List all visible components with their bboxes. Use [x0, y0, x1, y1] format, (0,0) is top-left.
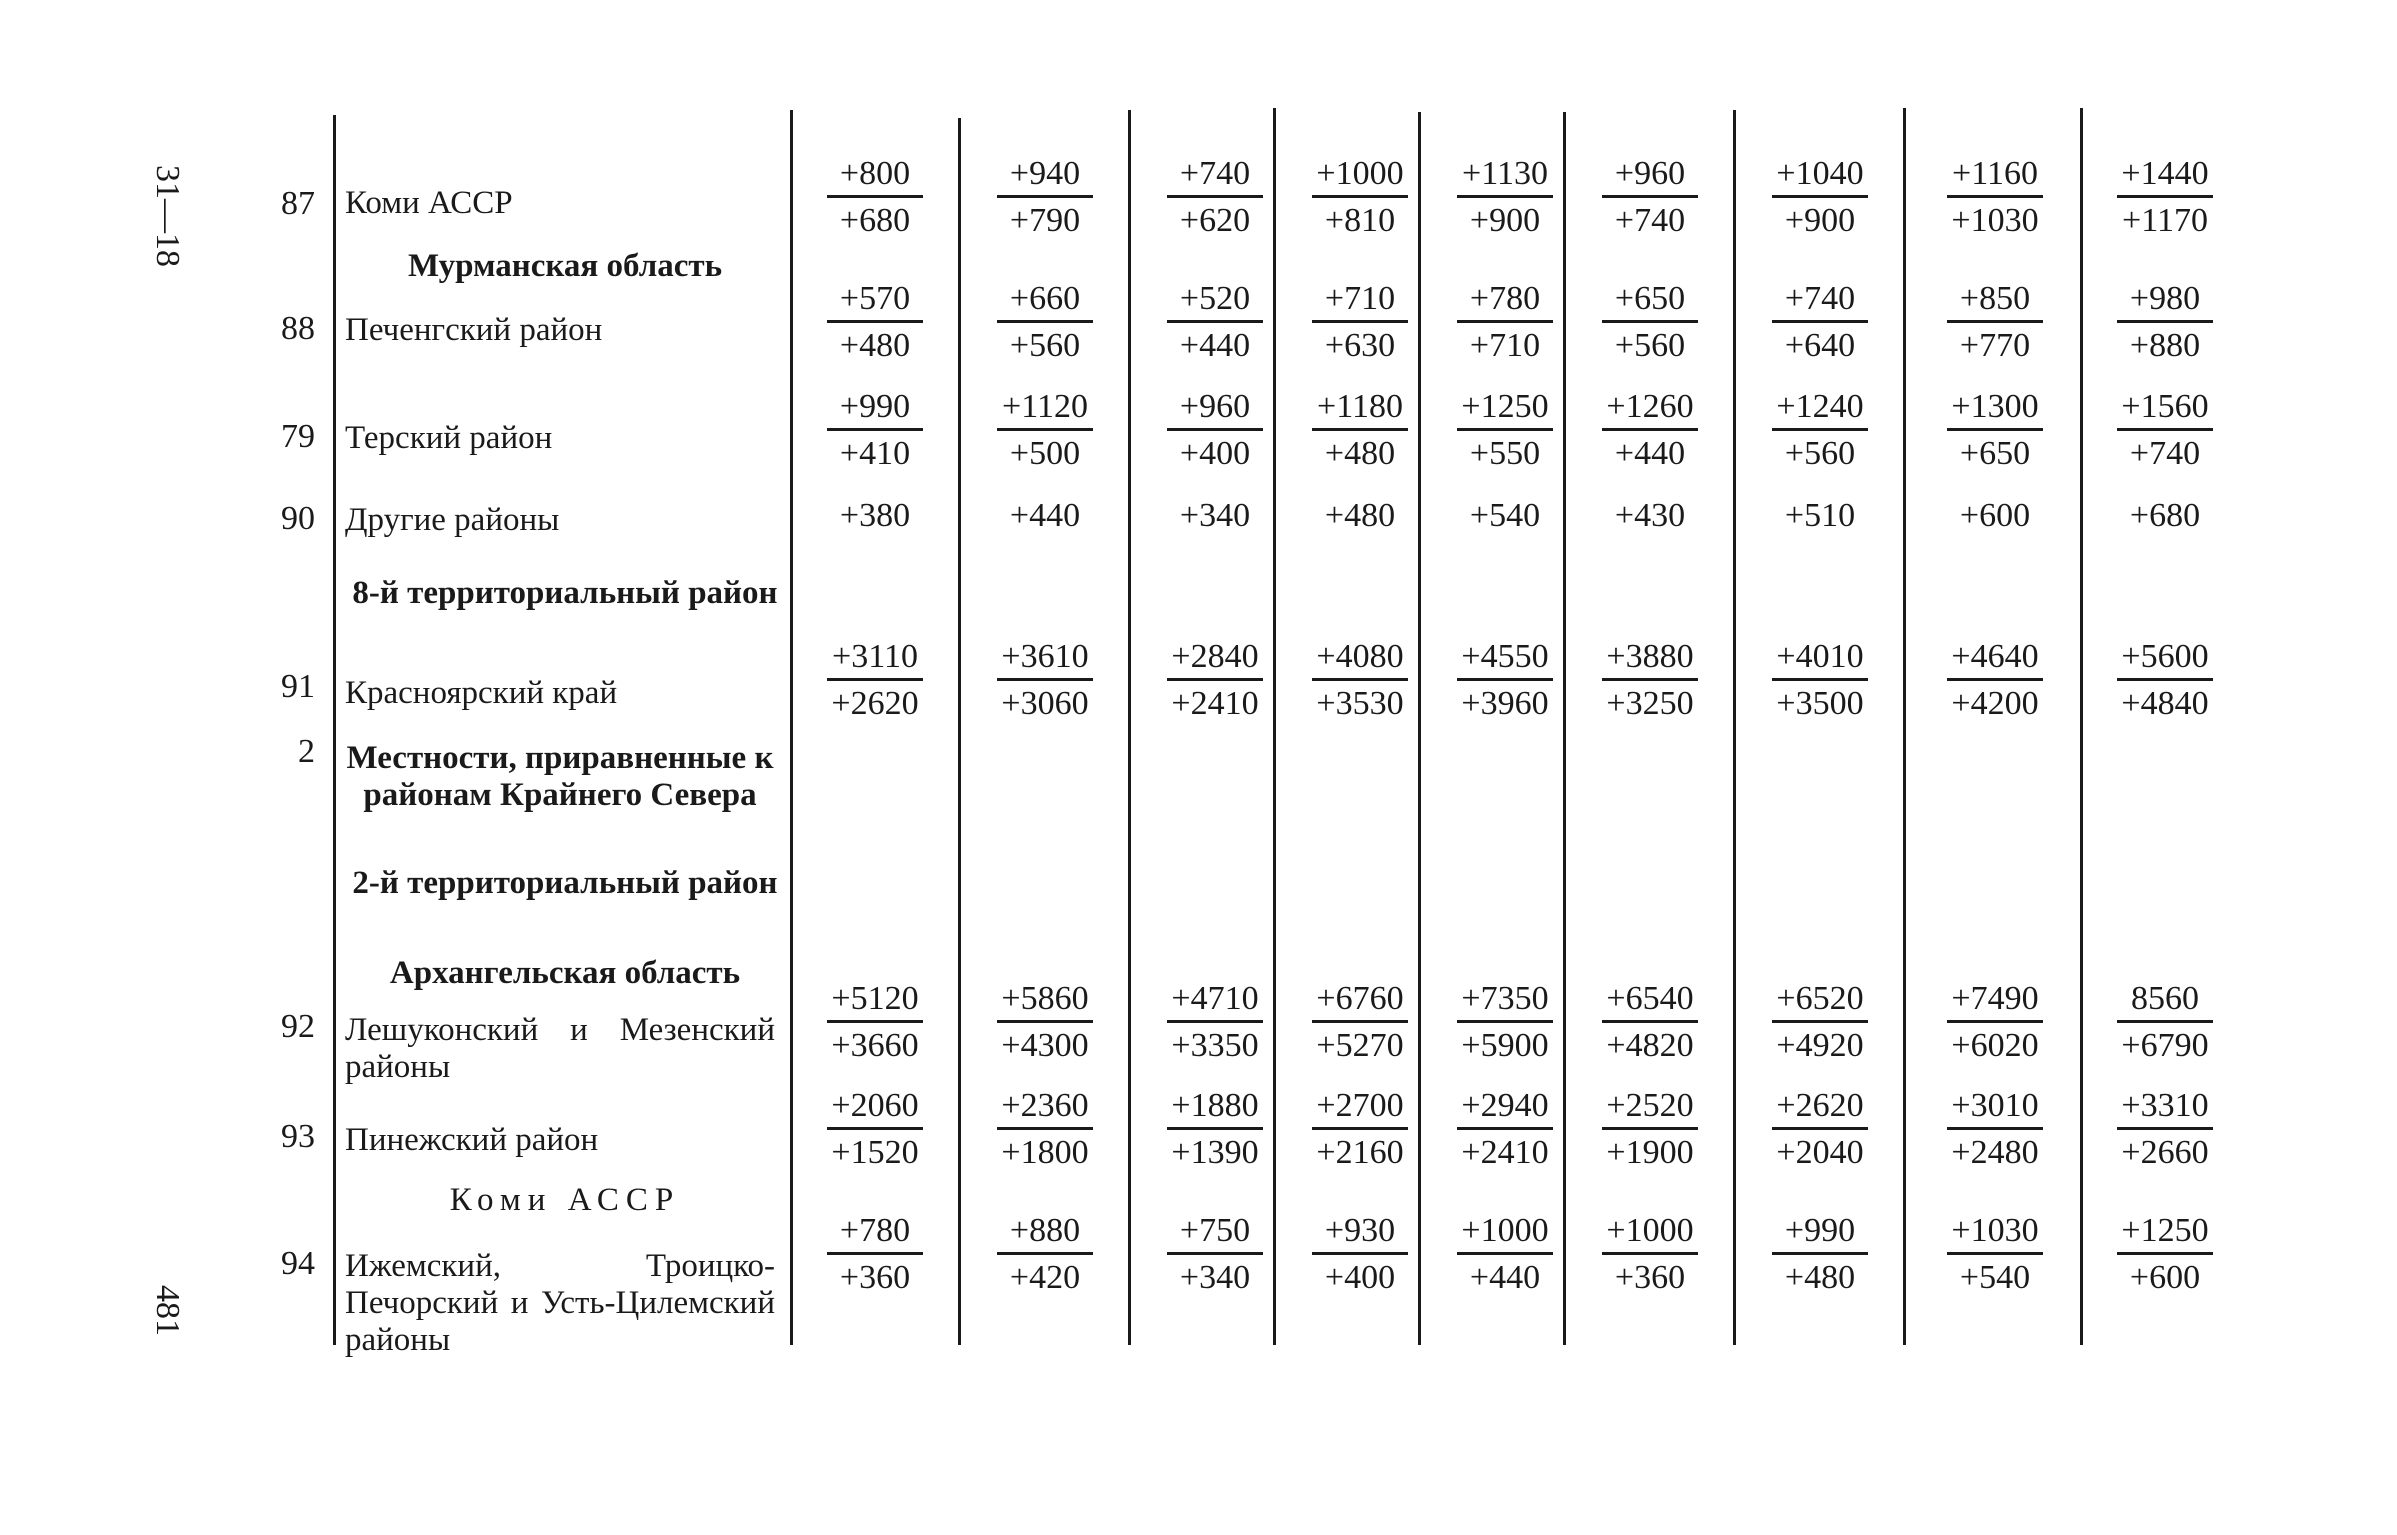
value-cell: [1915, 155, 2075, 240]
value-denominator: +6020: [1951, 1027, 2039, 1064]
value-numerator: +2620: [1772, 1087, 1868, 1130]
value-cell: [1740, 980, 1900, 1065]
value-numerator: +1250: [1457, 388, 1553, 431]
value-cell: [1915, 638, 2075, 723]
value-numerator: +2840: [1167, 638, 1263, 681]
value-denominator: +560: [1009, 327, 1081, 364]
row-label: Лешуконский и Мезенский районы: [345, 1012, 775, 1085]
value-denominator: +740: [2129, 435, 2201, 472]
value-denominator: +640: [1784, 327, 1856, 364]
value-cell: [1280, 388, 1440, 473]
value-numerator: +2940: [1457, 1087, 1553, 1130]
value-text: +340: [1179, 497, 1251, 534]
value-cell: [1280, 1087, 1440, 1172]
value-cell: [1570, 638, 1730, 723]
value-numerator: +990: [1772, 1212, 1868, 1255]
value-cell: [1280, 1212, 1440, 1297]
value-numerator: +960: [1167, 388, 1263, 431]
value-denominator: +4820: [1606, 1027, 1694, 1064]
value-denominator: +540: [1959, 1259, 2031, 1296]
value-numerator: +850: [1947, 280, 2043, 323]
value-denominator: +680: [839, 202, 911, 239]
value-numerator: +1130: [1457, 155, 1553, 198]
row-number: 79: [281, 418, 315, 455]
column-rule: [333, 115, 336, 1345]
value-cell: [1135, 280, 1295, 365]
section-heading: 8-й территориальный район: [352, 575, 778, 611]
value-denominator: +560: [1784, 435, 1856, 472]
value-cell: [1915, 980, 2075, 1065]
value-numerator: +800: [827, 155, 923, 198]
value-denominator: +420: [1009, 1259, 1081, 1296]
value-denominator: +6790: [2121, 1027, 2209, 1064]
value-cell: [2085, 980, 2245, 1065]
value-numerator: +960: [1602, 155, 1698, 198]
value-cell: [1915, 280, 2075, 365]
value-numerator: +1560: [2117, 388, 2213, 431]
value-denominator: +4920: [1776, 1027, 1864, 1064]
value-denominator: +440: [1614, 435, 1686, 472]
value-numerator: +750: [1167, 1212, 1263, 1255]
value-text: +600: [1959, 497, 2031, 534]
value-numerator: +2360: [997, 1087, 1093, 1130]
value-cell: [1425, 497, 1585, 535]
value-cell: [2085, 155, 2245, 240]
value-denominator: +1900: [1606, 1134, 1694, 1171]
value-denominator: +440: [1179, 327, 1251, 364]
value-numerator: +1440: [2117, 155, 2213, 198]
value-denominator: +4300: [1001, 1027, 1089, 1064]
value-numerator: +2520: [1602, 1087, 1698, 1130]
value-denominator: +2480: [1951, 1134, 2039, 1171]
value-cell: [795, 1087, 955, 1172]
value-denominator: +4840: [2121, 685, 2209, 722]
value-numerator: +570: [827, 280, 923, 323]
value-numerator: +780: [827, 1212, 923, 1255]
value-text: +430: [1614, 497, 1686, 534]
value-cell: [1570, 280, 1730, 365]
column-rule: [958, 118, 961, 1345]
value-cell: [965, 155, 1125, 240]
row-number: 94: [281, 1245, 315, 1282]
value-cell: [1425, 638, 1585, 723]
value-denominator: +900: [1784, 202, 1856, 239]
section-heading: Местности, приравненные к районам Крайнего Севера: [346, 740, 774, 813]
value-numerator: +1000: [1312, 155, 1408, 198]
value-cell: [1915, 1087, 2075, 1172]
value-cell: [2085, 388, 2245, 473]
value-cell: [1570, 388, 1730, 473]
value-numerator: +1300: [1947, 388, 2043, 431]
value-numerator: +6520: [1772, 980, 1868, 1023]
value-cell: [795, 497, 955, 535]
section-heading: Коми АССР: [449, 1182, 681, 1218]
value-cell: [1280, 497, 1440, 535]
value-denominator: +480: [839, 327, 911, 364]
value-cell: [1425, 1212, 1585, 1297]
value-cell: [795, 280, 955, 365]
value-denominator: +1520: [831, 1134, 919, 1171]
value-cell: [1135, 638, 1295, 723]
value-numerator: +740: [1772, 280, 1868, 323]
value-cell: [1280, 155, 1440, 240]
value-cell: [2085, 638, 2245, 723]
value-numerator: +1000: [1602, 1212, 1698, 1255]
value-denominator: +3250: [1606, 685, 1694, 722]
row-label: Печенгский район: [345, 312, 603, 348]
value-cell: [2085, 497, 2245, 535]
value-denominator: +1800: [1001, 1134, 1089, 1171]
value-numerator: +1180: [1312, 388, 1408, 431]
value-cell: [1280, 980, 1440, 1065]
value-denominator: +2660: [2121, 1134, 2209, 1171]
column-rule: [790, 110, 793, 1345]
value-cell: [1425, 155, 1585, 240]
value-numerator: +6540: [1602, 980, 1698, 1023]
value-denominator: +3660: [831, 1027, 919, 1064]
value-cell: [1740, 388, 1900, 473]
value-denominator: +340: [1179, 1259, 1251, 1296]
value-denominator: +360: [1614, 1259, 1686, 1296]
value-numerator: +1250: [2117, 1212, 2213, 1255]
value-denominator: +2040: [1776, 1134, 1864, 1171]
value-numerator: +1880: [1167, 1087, 1263, 1130]
value-denominator: +500: [1009, 435, 1081, 472]
value-cell: [1135, 497, 1295, 535]
page-side-code: 31—18: [149, 165, 186, 267]
value-denominator: +400: [1324, 1259, 1396, 1296]
value-denominator: +630: [1324, 327, 1396, 364]
value-denominator: +3500: [1776, 685, 1864, 722]
row-number: 91: [281, 668, 315, 705]
value-denominator: +810: [1324, 202, 1396, 239]
value-denominator: +3960: [1461, 685, 1549, 722]
column-rule: [1733, 110, 1736, 1345]
value-cell: [965, 497, 1125, 535]
value-cell: [1915, 1212, 2075, 1297]
value-text: +480: [1324, 497, 1396, 534]
value-numerator: +5600: [2117, 638, 2213, 681]
value-denominator: +740: [1614, 202, 1686, 239]
value-numerator: +990: [827, 388, 923, 431]
value-numerator: +3110: [827, 638, 923, 681]
value-numerator: +980: [2117, 280, 2213, 323]
value-numerator: +4080: [1312, 638, 1408, 681]
row-label: Коми АССР: [345, 185, 513, 221]
row-number: 93: [281, 1118, 315, 1155]
value-cell: [965, 638, 1125, 723]
value-denominator: +2410: [1171, 685, 1259, 722]
value-cell: [1570, 155, 1730, 240]
value-cell: [795, 980, 955, 1065]
value-denominator: +600: [2129, 1259, 2201, 1296]
value-denominator: +3350: [1171, 1027, 1259, 1064]
value-denominator: +2410: [1461, 1134, 1549, 1171]
column-rule: [2080, 108, 2083, 1345]
value-numerator: +3880: [1602, 638, 1698, 681]
value-numerator: +780: [1457, 280, 1553, 323]
value-cell: [1570, 1212, 1730, 1297]
value-cell: [965, 1212, 1125, 1297]
value-text: +540: [1469, 497, 1541, 534]
value-denominator: +790: [1009, 202, 1081, 239]
value-denominator: +410: [839, 435, 911, 472]
value-numerator: +4550: [1457, 638, 1553, 681]
value-numerator: +7490: [1947, 980, 2043, 1023]
value-cell: [965, 1087, 1125, 1172]
value-numerator: +520: [1167, 280, 1263, 323]
value-numerator: +3010: [1947, 1087, 2043, 1130]
value-denominator: +5270: [1316, 1027, 1404, 1064]
row-label: Другие районы: [345, 502, 560, 538]
value-denominator: +710: [1469, 327, 1541, 364]
value-cell: [1425, 980, 1585, 1065]
value-cell: [1135, 1087, 1295, 1172]
row-number: 2: [298, 733, 315, 770]
value-denominator: +1390: [1171, 1134, 1259, 1171]
value-cell: [1280, 280, 1440, 365]
row-label: Ижемский, Троицко-Печорский и Усть-Цилемский районы: [345, 1248, 775, 1358]
value-numerator: +7350: [1457, 980, 1553, 1023]
value-cell: [795, 1212, 955, 1297]
value-denominator: +440: [1469, 1259, 1541, 1296]
value-text: +680: [2129, 497, 2201, 534]
row-label: Пинежский район: [345, 1122, 599, 1158]
value-numerator: +710: [1312, 280, 1408, 323]
row-number: 92: [281, 1008, 315, 1045]
value-numerator: +5860: [997, 980, 1093, 1023]
value-numerator: +6760: [1312, 980, 1408, 1023]
value-denominator: +1030: [1951, 202, 2039, 239]
value-cell: [1740, 1087, 1900, 1172]
row-number: 87: [281, 185, 315, 222]
value-cell: [1280, 638, 1440, 723]
value-denominator: +2160: [1316, 1134, 1404, 1171]
value-cell: [1915, 388, 2075, 473]
value-numerator: +930: [1312, 1212, 1408, 1255]
value-cell: [2085, 1087, 2245, 1172]
value-cell: [795, 388, 955, 473]
value-numerator: +740: [1167, 155, 1263, 198]
value-numerator: +5120: [827, 980, 923, 1023]
value-cell: [1570, 497, 1730, 535]
value-cell: [1135, 1212, 1295, 1297]
value-denominator: +4200: [1951, 685, 2039, 722]
value-numerator: +2060: [827, 1087, 923, 1130]
value-denominator: +480: [1784, 1259, 1856, 1296]
section-heading: 2-й территориальный район: [352, 865, 778, 901]
value-cell: [1570, 980, 1730, 1065]
section-heading: Мурманская область: [407, 248, 723, 284]
value-numerator: +1040: [1772, 155, 1868, 198]
value-denominator: +3060: [1001, 685, 1089, 722]
value-numerator: +650: [1602, 280, 1698, 323]
value-cell: [795, 155, 955, 240]
column-rule: [1128, 110, 1131, 1345]
page-number: 481: [149, 1285, 186, 1336]
value-denominator: +620: [1179, 202, 1251, 239]
value-cell: [2085, 1212, 2245, 1297]
value-denominator: +900: [1469, 202, 1541, 239]
value-cell: [965, 388, 1125, 473]
value-numerator: +1000: [1457, 1212, 1553, 1255]
value-text: +380: [839, 497, 911, 534]
value-cell: [1740, 497, 1900, 535]
value-cell: [1425, 1087, 1585, 1172]
value-cell: [1135, 155, 1295, 240]
value-cell: [1425, 280, 1585, 365]
value-denominator: +1170: [2122, 202, 2208, 239]
row-label: Красноярский край: [345, 675, 618, 711]
value-text: +510: [1784, 497, 1856, 534]
value-cell: [1740, 280, 1900, 365]
value-denominator: +550: [1469, 435, 1541, 472]
value-numerator: +1120: [997, 388, 1093, 431]
value-numerator: +3610: [997, 638, 1093, 681]
value-numerator: +4010: [1772, 638, 1868, 681]
value-cell: [1740, 155, 1900, 240]
value-numerator: 8560: [2117, 980, 2213, 1023]
value-numerator: +4710: [1167, 980, 1263, 1023]
value-text: +440: [1009, 497, 1081, 534]
value-denominator: +360: [839, 1259, 911, 1296]
value-cell: [1740, 638, 1900, 723]
value-denominator: +2620: [831, 685, 919, 722]
row-label: Терский район: [345, 420, 553, 456]
value-cell: [965, 980, 1125, 1065]
value-cell: [1740, 1212, 1900, 1297]
value-denominator: +560: [1614, 327, 1686, 364]
value-denominator: +650: [1959, 435, 2031, 472]
value-numerator: +1240: [1772, 388, 1868, 431]
value-numerator: +940: [997, 155, 1093, 198]
value-numerator: +2700: [1312, 1087, 1408, 1130]
value-denominator: +480: [1324, 435, 1396, 472]
row-number: 90: [281, 500, 315, 537]
column-rule: [1903, 108, 1906, 1345]
value-cell: [965, 280, 1125, 365]
value-numerator: +1030: [1947, 1212, 2043, 1255]
value-denominator: +3530: [1316, 685, 1404, 722]
value-numerator: +3310: [2117, 1087, 2213, 1130]
row-number: 88: [281, 310, 315, 347]
value-numerator: +1160: [1947, 155, 2043, 198]
value-numerator: +880: [997, 1212, 1093, 1255]
value-numerator: +4640: [1947, 638, 2043, 681]
value-denominator: +770: [1959, 327, 2031, 364]
value-cell: [1425, 388, 1585, 473]
value-denominator: +880: [2129, 327, 2201, 364]
value-denominator: +5900: [1461, 1027, 1549, 1064]
value-cell: [1570, 1087, 1730, 1172]
value-cell: [2085, 280, 2245, 365]
section-heading: Архангельская область: [389, 955, 741, 991]
value-cell: [1915, 497, 2075, 535]
value-cell: [795, 638, 955, 723]
value-numerator: +660: [997, 280, 1093, 323]
value-cell: [1135, 388, 1295, 473]
value-numerator: +1260: [1602, 388, 1698, 431]
value-denominator: +400: [1179, 435, 1251, 472]
value-cell: [1135, 980, 1295, 1065]
